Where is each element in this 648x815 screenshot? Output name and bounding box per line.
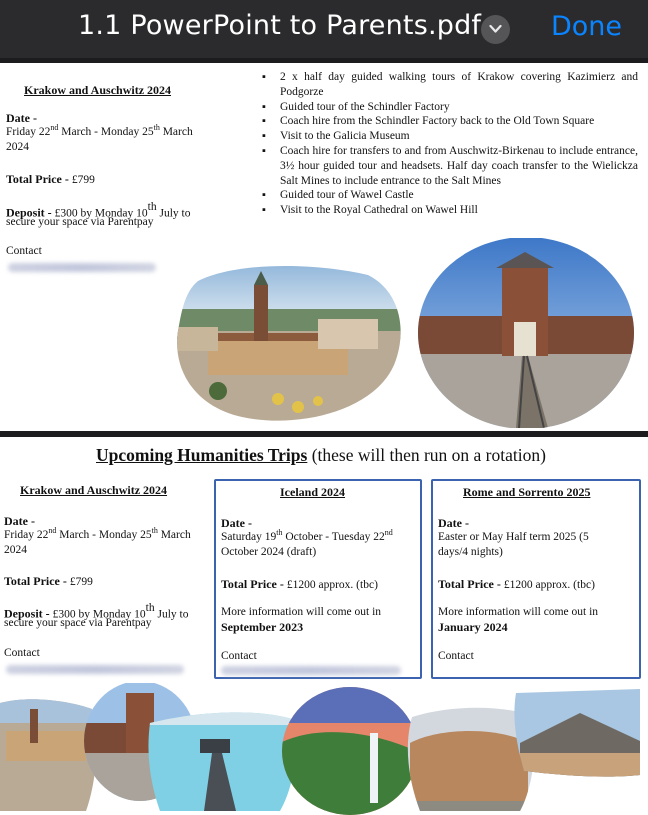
- pompeii-vesuvius-thumbnail: [510, 683, 648, 783]
- itinerary-list: [262, 70, 638, 218]
- date-value: Saturday 19th October - Tuesday 22nd: [221, 528, 393, 543]
- document-title-bar: [0, 0, 648, 58]
- date-value: Friday 22nd March - Monday 25th March: [4, 526, 191, 541]
- title-dropdown-button[interactable]: [481, 15, 510, 44]
- itinerary-item: ▪ Visit to the Galicia Museum: [262, 129, 638, 144]
- info-date: January 2024: [438, 620, 508, 634]
- deposit-line2: secure your space via Parentpay: [4, 617, 152, 629]
- redacted-email: [6, 665, 184, 674]
- itinerary-item: ▪ Coach hire from the Schindler Factory back to the Old Town Square: [262, 114, 638, 129]
- itinerary-item: ▪ Coach hire for transfers to and from Auschwitz-Birkenau to include entrance, 3½ hour guided tour and headsets. Half day coach transfer to the Wielickza Salt Mines to include entrance to the Salt Mines: [262, 144, 638, 188]
- info-text: More information will come out in: [438, 606, 599, 618]
- date-value: Friday 22nd March - Monday 25th March: [6, 123, 193, 138]
- contact-label: Contact: [6, 245, 42, 257]
- krakow-square-photo: [168, 261, 408, 426]
- auschwitz-gate-photo: [418, 238, 642, 428]
- date-line2: days/4 nights): [438, 546, 503, 558]
- date-label: Date -: [4, 514, 35, 528]
- trip-heading-iceland: Iceland 2024: [280, 485, 346, 499]
- pdf-page-2: [0, 437, 648, 815]
- deposit-info: Deposit - £300 by Monday 10th July to: [6, 201, 191, 220]
- contact-label: Contact: [4, 647, 40, 659]
- total-price: Total Price - £1200 approx. (tbc): [221, 577, 378, 591]
- deposit-line2: secure your space via Parentpay: [6, 216, 154, 228]
- trip-heading-krakow: Krakow and Auschwitz 2024: [20, 483, 168, 497]
- pdf-page-1: [0, 63, 648, 431]
- trip-heading-rome: Rome and Sorrento 2025: [463, 485, 591, 499]
- deposit-info: Deposit - £300 by Monday 10th July to: [4, 602, 189, 621]
- total-price: Total Price - £799: [6, 172, 95, 186]
- date-line2: October 2024 (draft): [221, 546, 317, 558]
- date-year: 2024: [4, 544, 27, 556]
- total-price: Total Price - £1200 approx. (tbc): [438, 577, 595, 591]
- date-label: Date -: [438, 516, 469, 530]
- date-year: 2024: [6, 141, 29, 153]
- done-button[interactable]: Done: [551, 11, 623, 42]
- document-title: 1.1 PowerPoint to Parents.pdf: [78, 10, 482, 41]
- contact-label: Contact: [438, 650, 474, 662]
- info-date: September 2023: [221, 620, 304, 634]
- iceland-trip-box: [214, 479, 422, 679]
- destination-photo-collage: [0, 683, 648, 815]
- itinerary-item: ▪ 2 x half day guided walking tours of Krakow covering Kazimierz and Podgorze: [262, 70, 638, 100]
- chevron-down-icon: [489, 24, 502, 34]
- contact-label: Contact: [221, 650, 257, 662]
- trip-heading: Krakow and Auschwitz 2024: [24, 83, 172, 97]
- date-label: Date -: [221, 516, 252, 530]
- itinerary-item: ▪ Guided tour of Wawel Castle: [262, 188, 638, 203]
- redacted-email: [221, 666, 401, 675]
- date-value: Easter or May Half term 2025 (5: [438, 531, 589, 543]
- total-price: Total Price - £799: [4, 574, 93, 588]
- iceland-waterfall-thumbnail: [280, 683, 420, 815]
- itinerary-item: ▪ Visit to the Royal Cathedral on Wawel Hill: [262, 203, 638, 218]
- redacted-email: [8, 263, 156, 272]
- page-title: Upcoming Humanities Trips (these will then run on a rotation): [96, 445, 546, 465]
- rome-trip-box: [431, 479, 641, 679]
- date-label: Date -: [6, 111, 37, 125]
- info-text: More information will come out in: [221, 606, 382, 618]
- itinerary-item: ▪ Guided tour of the Schindler Factory: [262, 100, 638, 115]
